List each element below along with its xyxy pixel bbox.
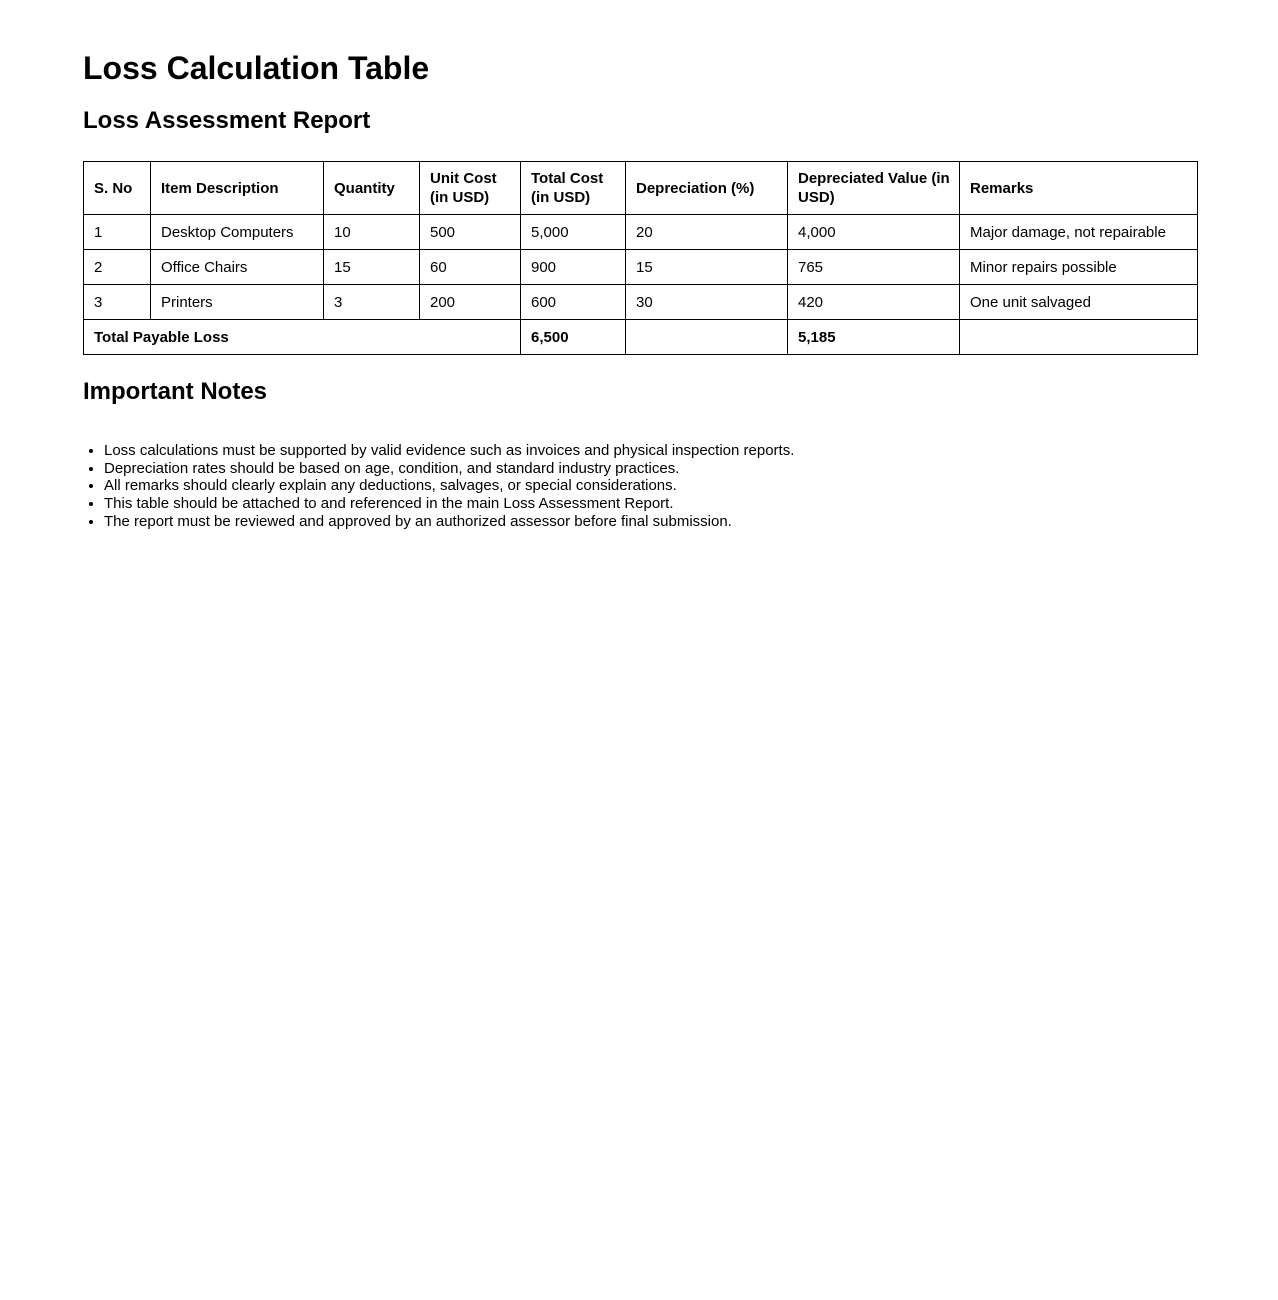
total-row-remarks [960,320,1198,355]
table-cell-unit-cost: 200 [420,285,521,320]
notes-heading: Important Notes [83,378,268,406]
table-cell-sno: 3 [84,285,151,320]
column-header-unit-cost: Unit Cost (in USD) [420,162,521,215]
table-cell-sno: 2 [84,250,151,285]
table-cell-item-description: Desktop Computers [151,215,324,250]
column-header-item-description: Item Description [151,162,324,215]
table-row [84,215,1198,250]
table-cell-quantity: 10 [324,215,420,250]
table-cell-total-cost: 900 [521,250,626,285]
column-header-total-cost: Total Cost (in USD) [521,162,626,215]
table-cell-depreciation: 20 [626,215,788,250]
note-item: • All remarks should clearly explain any deductions, salvages, or special considerations. [104,477,1196,495]
table-cell-total-cost: 5,000 [521,215,626,250]
column-header-depreciation: Depreciation (%) [626,162,788,215]
table-row [84,285,1198,320]
table-row [84,250,1198,285]
loss-assessment-table [83,161,1198,355]
table-cell-remarks: One unit salvaged [960,285,1198,320]
column-header-remarks: Remarks [960,162,1198,215]
column-header-sno: S. No [84,162,151,215]
table-cell-total-cost: 600 [521,285,626,320]
total-row-depreciation [626,320,788,355]
note-item: • Loss calculations must be supported by valid evidence such as invoices and physical inspection reports. [104,442,1196,460]
note-item: • The report must be reviewed and approved by an authorized assessor before final submission. [104,513,1196,531]
table-cell-remarks: Major damage, not repairable [960,215,1198,250]
note-item: • Depreciation rates should be based on age, condition, and standard industry practices. [104,460,1196,478]
table-cell-unit-cost: 60 [420,250,521,285]
column-header-depreciated-value: Depreciated Value (in USD) [788,162,960,215]
total-row-depreciated-value: 5,185 [788,320,960,355]
section-heading-loss-assessment: Loss Assessment Report [83,106,371,134]
table-cell-quantity: 3 [324,285,420,320]
column-header-quantity: Quantity [324,162,420,215]
table-cell-unit-cost: 500 [420,215,521,250]
table-total-row [84,320,1198,355]
table-cell-remarks: Minor repairs possible [960,250,1198,285]
table-cell-item-description: Office Chairs [151,250,324,285]
table-cell-sno: 1 [84,215,151,250]
table-header-row [84,162,1198,215]
page-title: Loss Calculation Table [83,50,430,86]
table-cell-quantity: 15 [324,250,420,285]
table-cell-item-description: Printers [151,285,324,320]
table-cell-depreciated-value: 765 [788,250,960,285]
total-row-label: Total Payable Loss [84,320,521,355]
table-cell-depreciation: 30 [626,285,788,320]
table-cell-depreciated-value: 420 [788,285,960,320]
table-cell-depreciated-value: 4,000 [788,215,960,250]
total-row-total-cost: 6,500 [521,320,626,355]
notes-list [83,442,1196,531]
note-item: • This table should be attached to and referenced in the main Loss Assessment Report. [104,495,1196,513]
table-cell-depreciation: 15 [626,250,788,285]
